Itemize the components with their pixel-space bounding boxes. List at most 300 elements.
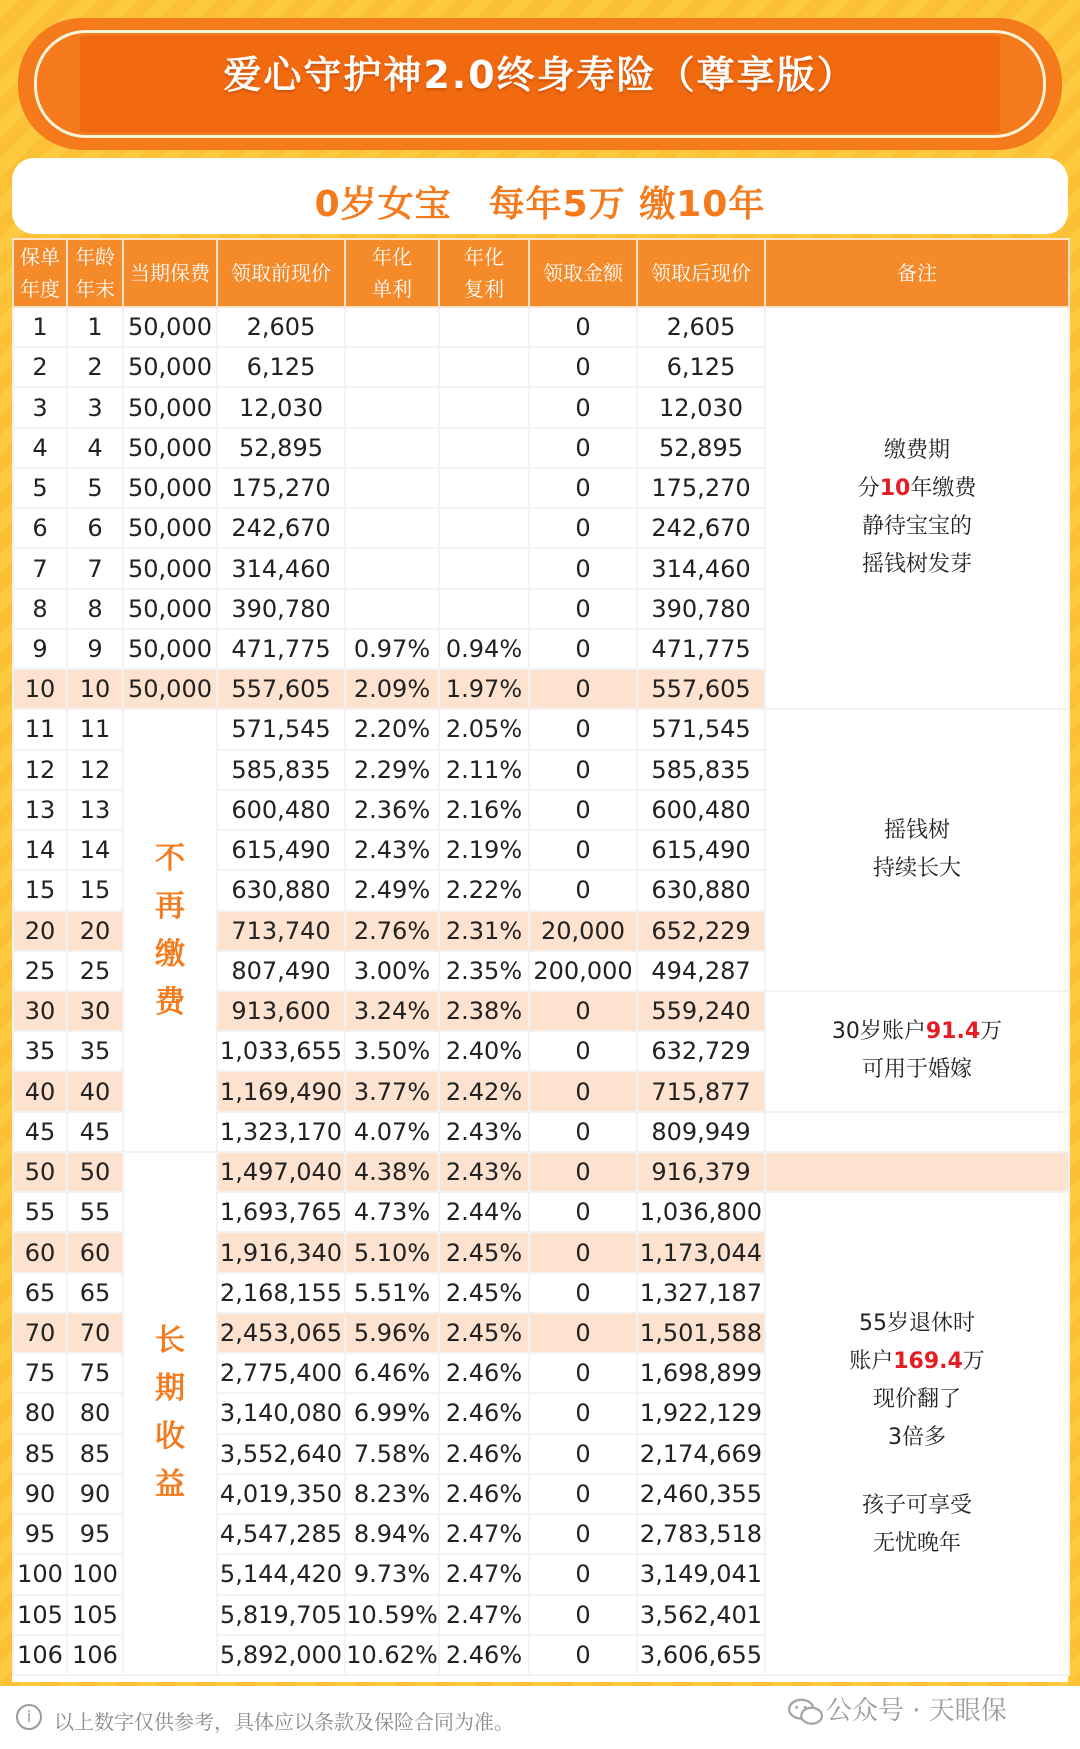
compound-rate-cell: 2.44%: [439, 1192, 529, 1232]
compound-rate-cell: 2.38%: [439, 991, 529, 1031]
policy-year-cell: 25: [13, 951, 67, 991]
policy-year-cell: 105: [13, 1595, 67, 1635]
policy-year-cell: 2: [13, 347, 67, 387]
policy-year-cell: 15: [13, 870, 67, 910]
age-cell: 5: [67, 468, 123, 508]
age-cell: 90: [67, 1474, 123, 1514]
age-cell: 75: [67, 1353, 123, 1393]
cash-value-after-cell: 1,698,899: [637, 1353, 765, 1393]
cash-value-before-cell: 2,453,065: [217, 1313, 345, 1353]
watermark: [786, 1690, 1007, 1727]
withdrawal-cell: 0: [529, 629, 637, 669]
note-text: 万: [962, 1348, 985, 1374]
cash-value-after-cell: 559,240: [637, 991, 765, 1031]
withdrawal-cell: 0: [529, 1232, 637, 1272]
column-header: [217, 239, 345, 307]
cash-value-after-cell: 1,173,044: [637, 1232, 765, 1272]
policy-year-cell: 30: [13, 991, 67, 1031]
cash-value-after-cell: 600,480: [637, 790, 765, 830]
simple-rate-cell: 3.24%: [345, 991, 439, 1031]
age-cell: 20: [67, 911, 123, 951]
compound-rate-cell: [439, 387, 529, 427]
column-header-line1: 年龄: [75, 245, 115, 269]
compound-rate-cell: 2.47%: [439, 1514, 529, 1554]
policy-year-cell: 11: [13, 709, 67, 749]
cash-value-before-cell: 5,892,000: [217, 1635, 345, 1675]
note-growth: [765, 709, 1069, 991]
note-line: [766, 1013, 1068, 1051]
simple-rate-cell: 9.73%: [345, 1554, 439, 1594]
compound-rate-cell: 2.45%: [439, 1273, 529, 1313]
compound-rate-cell: 2.35%: [439, 951, 529, 991]
withdrawal-cell: 0: [529, 669, 637, 709]
policy-year-cell: 12: [13, 750, 67, 790]
compound-rate-cell: 2.16%: [439, 790, 529, 830]
column-header-line1: 当期保费: [130, 261, 210, 285]
cash-value-after-cell: 557,605: [637, 669, 765, 709]
cash-value-after-cell: 175,270: [637, 468, 765, 508]
simple-rate-cell: 8.94%: [345, 1514, 439, 1554]
age-cell: 40: [67, 1071, 123, 1111]
simple-rate-cell: 10.62%: [345, 1635, 439, 1675]
note-text: 缴费期: [883, 438, 950, 464]
cash-value-before-cell: 1,497,040: [217, 1152, 345, 1192]
age-cell: 80: [67, 1393, 123, 1433]
withdrawal-cell: 0: [529, 1554, 637, 1594]
simple-rate-cell: [345, 428, 439, 468]
label-no-more-payment: [123, 709, 217, 1152]
withdrawal-cell: 0: [529, 1393, 637, 1433]
cash-value-after-cell: 715,877: [637, 1071, 765, 1111]
vertical-char: 益: [155, 1467, 185, 1503]
compound-rate-cell: [439, 428, 529, 468]
cash-value-before-cell: 5,144,420: [217, 1554, 345, 1594]
compound-rate-cell: 2.40%: [439, 1031, 529, 1071]
policy-year-cell: 95: [13, 1514, 67, 1554]
note-line: [766, 1051, 1068, 1089]
policy-year-cell: 45: [13, 1112, 67, 1152]
withdrawal-cell: 0: [529, 750, 637, 790]
premium-cell: 50,000: [123, 307, 217, 347]
cash-value-before-cell: 3,552,640: [217, 1434, 345, 1474]
policy-year-cell: 14: [13, 830, 67, 870]
withdrawal-cell: 0: [529, 347, 637, 387]
column-header-line1: 年化: [372, 245, 412, 269]
cash-value-before-cell: 600,480: [217, 790, 345, 830]
age-cell: 8: [67, 589, 123, 629]
note-text: 55岁退休时: [859, 1310, 975, 1336]
table-body: [13, 307, 1069, 1675]
cash-value-before-cell: 1,033,655: [217, 1031, 345, 1071]
cash-value-after-cell: 3,562,401: [637, 1595, 765, 1635]
age-cell: 30: [67, 991, 123, 1031]
withdrawal-cell: 0: [529, 991, 637, 1031]
table-row: [13, 709, 1069, 749]
column-header: [529, 239, 637, 307]
policy-year-cell: 9: [13, 629, 67, 669]
cash-value-after-cell: 1,922,129: [637, 1393, 765, 1433]
note-highlight-number: 91.4: [925, 1019, 981, 1045]
cash-value-after-cell: 652,229: [637, 911, 765, 951]
note-line: [766, 432, 1068, 470]
withdrawal-cell: 0: [529, 1353, 637, 1393]
cash-value-after-cell: 6,125: [637, 347, 765, 387]
policy-year-cell: 1: [13, 307, 67, 347]
note-line: [766, 1381, 1068, 1419]
age-cell: 1: [67, 307, 123, 347]
page-subtitle: 0岁女宝 每年5万 缴10年: [314, 184, 766, 225]
simple-rate-cell: 2.43%: [345, 830, 439, 870]
withdrawal-cell: 0: [529, 1031, 637, 1071]
simple-rate-cell: 5.96%: [345, 1313, 439, 1353]
column-header-line1: 领取金额: [543, 261, 623, 285]
simple-rate-cell: [345, 387, 439, 427]
cash-value-after-cell: 314,460: [637, 548, 765, 588]
cash-value-before-cell: 175,270: [217, 468, 345, 508]
note-text: 摇钱树发芽: [861, 552, 972, 578]
withdrawal-cell: 20,000: [529, 911, 637, 951]
age-cell: 9: [67, 629, 123, 669]
age-cell: 45: [67, 1112, 123, 1152]
cash-value-after-cell: 2,460,355: [637, 1474, 765, 1514]
policy-year-cell: 10: [13, 669, 67, 709]
cash-value-before-cell: 6,125: [217, 347, 345, 387]
note-line: [766, 1525, 1068, 1563]
simple-rate-cell: 4.38%: [345, 1152, 439, 1192]
cash-value-after-cell: 471,775: [637, 629, 765, 669]
table-row: [13, 1152, 1069, 1192]
cash-value-before-cell: 314,460: [217, 548, 345, 588]
note-payment-period: [765, 307, 1069, 709]
column-header-line2: 单利: [372, 277, 412, 301]
vertical-char: 不: [155, 840, 185, 876]
cash-value-before-cell: 3,140,080: [217, 1393, 345, 1433]
compound-rate-cell: 2.46%: [439, 1393, 529, 1433]
column-header-line2: 年度: [20, 277, 60, 301]
compound-rate-cell: 2.46%: [439, 1635, 529, 1675]
column-header: [439, 239, 529, 307]
simple-rate-cell: 4.73%: [345, 1192, 439, 1232]
premium-cell: 50,000: [123, 347, 217, 387]
benefit-table: [12, 238, 1070, 1676]
cash-value-before-cell: 12,030: [217, 387, 345, 427]
note-spacer: [766, 1457, 1068, 1487]
note-line: [766, 1419, 1068, 1457]
page-title: 爱心守护神2.0终身寿险（尊享版）: [223, 53, 857, 97]
vertical-char: 长: [155, 1323, 185, 1359]
withdrawal-cell: 0: [529, 589, 637, 629]
note-highlight-number: 169.4: [893, 1348, 963, 1374]
simple-rate-cell: 5.10%: [345, 1232, 439, 1272]
cash-value-after-cell: 1,036,800: [637, 1192, 765, 1232]
disclaimer-text: 以上数字仅供参考，具体应以条款及保险合同为准。: [54, 1710, 514, 1734]
policy-year-cell: 55: [13, 1192, 67, 1232]
withdrawal-cell: 0: [529, 1434, 637, 1474]
cash-value-before-cell: 52,895: [217, 428, 345, 468]
cash-value-after-cell: 1,327,187: [637, 1273, 765, 1313]
premium-cell: 50,000: [123, 629, 217, 669]
compound-rate-cell: [439, 508, 529, 548]
note-text: 摇钱树: [883, 818, 950, 844]
cash-value-after-cell: 1,501,588: [637, 1313, 765, 1353]
simple-rate-cell: 2.20%: [345, 709, 439, 749]
vertical-char: 费: [155, 984, 185, 1020]
note-line: [766, 470, 1068, 508]
age-cell: 3: [67, 387, 123, 427]
column-header: [123, 239, 217, 307]
column-header: [765, 239, 1069, 307]
compound-rate-cell: 2.45%: [439, 1313, 529, 1353]
vertical-char: 期: [155, 1371, 185, 1407]
cash-value-after-cell: 615,490: [637, 830, 765, 870]
age-cell: 14: [67, 830, 123, 870]
simple-rate-cell: 6.99%: [345, 1393, 439, 1433]
cash-value-after-cell: 242,670: [637, 508, 765, 548]
compound-rate-cell: 2.47%: [439, 1595, 529, 1635]
withdrawal-cell: 0: [529, 830, 637, 870]
withdrawal-cell: 0: [529, 548, 637, 588]
simple-rate-cell: [345, 307, 439, 347]
age-cell: 10: [67, 669, 123, 709]
withdrawal-cell: 0: [529, 508, 637, 548]
policy-year-cell: 100: [13, 1554, 67, 1594]
withdrawal-cell: 0: [529, 1192, 637, 1232]
simple-rate-cell: [345, 508, 439, 548]
vertical-char: 收: [155, 1419, 185, 1455]
policy-year-cell: 6: [13, 508, 67, 548]
cash-value-before-cell: 615,490: [217, 830, 345, 870]
cash-value-after-cell: 2,783,518: [637, 1514, 765, 1554]
age-cell: 25: [67, 951, 123, 991]
note-text: 现价翻了: [872, 1386, 961, 1412]
column-header-line2: 复利: [464, 277, 504, 301]
age-cell: 35: [67, 1031, 123, 1071]
premium-cell: 50,000: [123, 669, 217, 709]
withdrawal-cell: 0: [529, 1273, 637, 1313]
note-line: [766, 1305, 1068, 1343]
column-header: [637, 239, 765, 307]
note-line: [766, 546, 1068, 584]
cash-value-after-cell: 585,835: [637, 750, 765, 790]
premium-cell: 50,000: [123, 589, 217, 629]
policy-year-cell: 90: [13, 1474, 67, 1514]
simple-rate-cell: 7.58%: [345, 1434, 439, 1474]
age-cell: 85: [67, 1434, 123, 1474]
simple-rate-cell: [345, 347, 439, 387]
compound-rate-cell: 2.45%: [439, 1232, 529, 1272]
vertical-char: 缴: [155, 936, 185, 972]
premium-cell: 50,000: [123, 468, 217, 508]
age-cell: 50: [67, 1152, 123, 1192]
withdrawal-cell: 0: [529, 1635, 637, 1675]
cash-value-before-cell: 1,693,765: [217, 1192, 345, 1232]
note-text: 30岁账户: [831, 1019, 926, 1045]
policy-year-cell: 7: [13, 548, 67, 588]
note-marriage: [765, 991, 1069, 1112]
cash-value-after-cell: 52,895: [637, 428, 765, 468]
simple-rate-cell: [345, 548, 439, 588]
cash-value-after-cell: 630,880: [637, 870, 765, 910]
info-icon: i: [16, 1704, 42, 1730]
simple-rate-cell: 2.36%: [345, 790, 439, 830]
cash-value-after-cell: 12,030: [637, 387, 765, 427]
note-text: 可用于婚嫁: [861, 1057, 972, 1083]
column-header-line1: 领取前现价: [231, 261, 331, 285]
column-header: [345, 239, 439, 307]
policy-year-cell: 60: [13, 1232, 67, 1272]
note-text: 万: [980, 1019, 1003, 1045]
simple-rate-cell: 3.00%: [345, 951, 439, 991]
note-retirement: [765, 1192, 1069, 1675]
simple-rate-cell: 5.51%: [345, 1273, 439, 1313]
simple-rate-cell: 10.59%: [345, 1595, 439, 1635]
note-text: 持续长大: [872, 856, 961, 882]
simple-rate-cell: 2.29%: [345, 750, 439, 790]
simple-rate-cell: [345, 589, 439, 629]
age-cell: 105: [67, 1595, 123, 1635]
withdrawal-cell: 0: [529, 1313, 637, 1353]
label-long-term-gain: [123, 1152, 217, 1675]
age-cell: 55: [67, 1192, 123, 1232]
note-highlight-number: 10: [879, 476, 911, 502]
cash-value-before-cell: 630,880: [217, 870, 345, 910]
compound-rate-cell: 2.19%: [439, 830, 529, 870]
withdrawal-cell: 0: [529, 790, 637, 830]
age-cell: 11: [67, 709, 123, 749]
cash-value-after-cell: 3,606,655: [637, 1635, 765, 1675]
cash-value-after-cell: 571,545: [637, 709, 765, 749]
withdrawal-cell: 200,000: [529, 951, 637, 991]
note-text: 账户: [849, 1348, 894, 1374]
compound-rate-cell: 1.97%: [439, 669, 529, 709]
note-text: 3倍多: [888, 1424, 946, 1450]
age-cell: 65: [67, 1273, 123, 1313]
cash-value-before-cell: 4,019,350: [217, 1474, 345, 1514]
age-cell: 13: [67, 790, 123, 830]
age-cell: 95: [67, 1514, 123, 1554]
table-row: [13, 307, 1069, 347]
table-header-row: [13, 239, 1069, 307]
simple-rate-cell: 2.09%: [345, 669, 439, 709]
cash-value-before-cell: 585,835: [217, 750, 345, 790]
cash-value-before-cell: 242,670: [217, 508, 345, 548]
cash-value-before-cell: 913,600: [217, 991, 345, 1031]
policy-year-cell: 80: [13, 1393, 67, 1433]
column-header-line1: 保单: [20, 245, 60, 269]
withdrawal-cell: 0: [529, 307, 637, 347]
note-line: [766, 1343, 1068, 1381]
note-text: 静待宝宝的: [861, 514, 972, 540]
note-text: 孩子可享受: [861, 1492, 972, 1518]
compound-rate-cell: [439, 548, 529, 588]
policy-year-cell: 85: [13, 1434, 67, 1474]
note-line: [766, 850, 1068, 888]
withdrawal-cell: 0: [529, 1152, 637, 1192]
compound-rate-cell: [439, 589, 529, 629]
simple-rate-cell: 8.23%: [345, 1474, 439, 1514]
policy-year-cell: 3: [13, 387, 67, 427]
cash-value-after-cell: 916,379: [637, 1152, 765, 1192]
simple-rate-cell: 3.77%: [345, 1071, 439, 1111]
cash-value-after-cell: 494,287: [637, 951, 765, 991]
withdrawal-cell: 0: [529, 468, 637, 508]
compound-rate-cell: 2.31%: [439, 911, 529, 951]
note-empty: [765, 1112, 1069, 1152]
compound-rate-cell: 0.94%: [439, 629, 529, 669]
column-header-line2: 年末: [75, 277, 115, 301]
compound-rate-cell: 2.46%: [439, 1353, 529, 1393]
compound-rate-cell: 2.42%: [439, 1071, 529, 1111]
cash-value-after-cell: 2,605: [637, 307, 765, 347]
simple-rate-cell: 0.97%: [345, 629, 439, 669]
cash-value-after-cell: 632,729: [637, 1031, 765, 1071]
note-text: 年缴费: [910, 476, 977, 502]
compound-rate-cell: [439, 307, 529, 347]
age-cell: 70: [67, 1313, 123, 1353]
cash-value-before-cell: 2,775,400: [217, 1353, 345, 1393]
compound-rate-cell: 2.43%: [439, 1112, 529, 1152]
cash-value-after-cell: 809,949: [637, 1112, 765, 1152]
cash-value-before-cell: 571,545: [217, 709, 345, 749]
compound-rate-cell: 2.46%: [439, 1434, 529, 1474]
policy-year-cell: 50: [13, 1152, 67, 1192]
premium-cell: 50,000: [123, 428, 217, 468]
cash-value-before-cell: 471,775: [217, 629, 345, 669]
policy-year-cell: 5: [13, 468, 67, 508]
withdrawal-cell: 0: [529, 709, 637, 749]
age-cell: 15: [67, 870, 123, 910]
compound-rate-cell: 2.05%: [439, 709, 529, 749]
age-cell: 12: [67, 750, 123, 790]
cash-value-before-cell: 807,490: [217, 951, 345, 991]
policy-year-cell: 13: [13, 790, 67, 830]
cash-value-before-cell: 4,547,285: [217, 1514, 345, 1554]
compound-rate-cell: [439, 468, 529, 508]
withdrawal-cell: 0: [529, 1595, 637, 1635]
note-line: [766, 1487, 1068, 1525]
policy-year-cell: 75: [13, 1353, 67, 1393]
policy-year-cell: 35: [13, 1031, 67, 1071]
premium-cell: 50,000: [123, 508, 217, 548]
age-cell: 106: [67, 1635, 123, 1675]
age-cell: 6: [67, 508, 123, 548]
cash-value-after-cell: 390,780: [637, 589, 765, 629]
cash-value-before-cell: 1,169,490: [217, 1071, 345, 1111]
cash-value-before-cell: 390,780: [217, 589, 345, 629]
withdrawal-cell: 0: [529, 1514, 637, 1554]
simple-rate-cell: 2.76%: [345, 911, 439, 951]
policy-year-cell: 8: [13, 589, 67, 629]
withdrawal-cell: 0: [529, 1112, 637, 1152]
simple-rate-cell: 6.46%: [345, 1353, 439, 1393]
simple-rate-cell: 2.49%: [345, 870, 439, 910]
cash-value-before-cell: 1,323,170: [217, 1112, 345, 1152]
withdrawal-cell: 0: [529, 870, 637, 910]
compound-rate-cell: 2.47%: [439, 1554, 529, 1594]
cash-value-before-cell: 1,916,340: [217, 1232, 345, 1272]
age-cell: 7: [67, 548, 123, 588]
policy-year-cell: 40: [13, 1071, 67, 1111]
policy-year-cell: 4: [13, 428, 67, 468]
wechat-icon: [786, 1697, 826, 1727]
note-line: [766, 508, 1068, 546]
watermark-text: 公众号 · 天眼保: [826, 1696, 1007, 1726]
age-cell: 4: [67, 428, 123, 468]
premium-cell: 50,000: [123, 387, 217, 427]
note-empty: [765, 1152, 1069, 1192]
policy-year-cell: 20: [13, 911, 67, 951]
withdrawal-cell: 0: [529, 1474, 637, 1514]
